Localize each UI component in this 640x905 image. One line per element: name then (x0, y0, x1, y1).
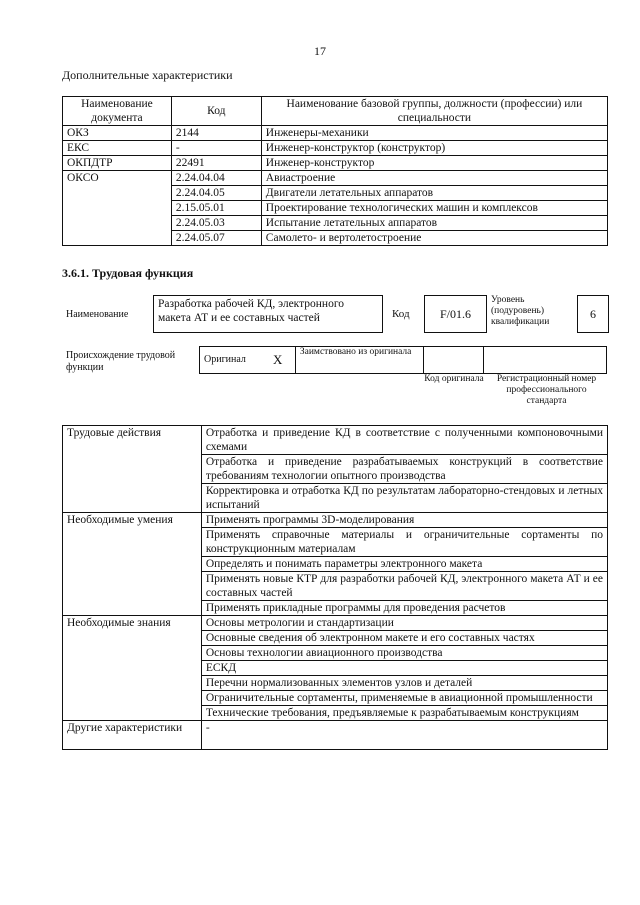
cell-code: - (171, 141, 261, 156)
group-label-knowledge: Необходимые знания (63, 616, 202, 721)
table-row (63, 513, 608, 528)
list-item: Применять справочные материалы и ограничительные сортаменты по конструкционным материалам (201, 528, 607, 557)
list-item: Перечни нормализованных элементов узлов и деталей (201, 676, 607, 691)
additional-characteristics-heading: Дополнительные характеристики (62, 68, 233, 82)
borrowed-label: Заимствовано из оригинала (295, 347, 423, 374)
cell-code: 2.24.04.04 (171, 171, 261, 186)
cell-name: Самолето- и вертолетостроение (261, 231, 607, 246)
origin-label: Происхождение трудовой функции (66, 350, 176, 373)
function-name-value: Разработка рабочей КД, электронного макета АТ и ее составных частей (158, 298, 345, 324)
table-row (63, 616, 608, 631)
cell-doc: ЕКС (63, 141, 172, 156)
list-item: Определять и понимать параметры электронного макета (201, 557, 607, 572)
table-row (63, 721, 608, 750)
list-item: Основы метрологии и стандартизации (201, 616, 607, 631)
list-item: Ограничительные сортаменты, применяемые в авиационной промышленности (201, 691, 607, 706)
code-caption: Код оригинала (424, 374, 484, 384)
list-item: - (201, 721, 607, 750)
cell-code: 2.15.05.01 (171, 201, 261, 216)
function-code-value: F/01.6 (439, 307, 471, 321)
list-item: Основы технологии авиационного производства (201, 646, 607, 661)
header-code: Код (171, 97, 261, 126)
section-title: 3.6.1. Трудовая функция (62, 266, 194, 280)
labor-function-details-table (62, 425, 608, 750)
table-row (63, 126, 608, 141)
reg-caption: Регистрационный номер профессионального стандарта (496, 374, 597, 406)
cell-doc: ОКСО (63, 171, 172, 246)
table-row (63, 156, 608, 171)
list-item: ЕСКД (201, 661, 607, 676)
cell-name: Инженер-конструктор (261, 156, 607, 171)
level-value: 6 (590, 307, 596, 321)
cell-name: Двигатели летательных аппаратов (261, 186, 607, 201)
group-label-actions: Трудовые действия (63, 426, 202, 513)
cell-code: 2144 (171, 126, 261, 141)
list-item: Отработка и приведение разрабатываемых конструкций в соответствие требованиям технологии опытного производства (201, 455, 607, 484)
cell-name: Испытание летательных аппаратов (261, 216, 607, 231)
origin-reg-cell (484, 347, 607, 374)
table-header-row (63, 97, 608, 126)
group-label-other: Другие характеристики (63, 721, 202, 750)
name-label: Наименование (66, 309, 129, 320)
list-item: Технические требования, предъявляемые к разрабатываемым конструкциям (201, 706, 607, 721)
list-item: Отработка и приведение КД в соответствие с полученными компоновочными схемами (201, 426, 607, 455)
list-item: Применять прикладные программы для проведения расчетов (201, 601, 607, 616)
table-row (63, 426, 608, 455)
original-label: Оригинал (200, 347, 261, 374)
list-item: Основные сведения об электронном макете и его составных частях (201, 631, 607, 646)
level-label: Уровень (подуровень) квалификации (491, 295, 550, 327)
list-item: Применять новые КТР для разработки рабочей КД, электронного макета АТ и ее составных частей (201, 572, 607, 601)
cell-code: 2.24.05.03 (171, 216, 261, 231)
cell-doc: ОКПДТР (63, 156, 172, 171)
origin-table (199, 346, 607, 374)
code-label: Код (392, 308, 410, 320)
origin-code-cell (423, 347, 484, 374)
cell-name: Авиастроение (261, 171, 607, 186)
cell-name: Инженер-конструктор (конструктор) (261, 141, 607, 156)
cell-code: 2.24.05.07 (171, 231, 261, 246)
cell-name: Инженеры-механики (261, 126, 607, 141)
list-item: Корректировка и отработка КД по результатам лабораторно-стендовых и летных испытаний (201, 484, 607, 513)
additional-characteristics-table (62, 96, 608, 246)
header-name: Наименование базовой группы, должности (профессии) или специальности (261, 97, 607, 126)
cell-code: 2.24.04.05 (171, 186, 261, 201)
cell-code: 22491 (171, 156, 261, 171)
header-doc: Наименование документа (63, 97, 172, 126)
function-name-box (153, 295, 383, 333)
function-code-box (424, 295, 487, 333)
cell-name: Проектирование технологических машин и комплексов (261, 201, 607, 216)
group-label-skills: Необходимые умения (63, 513, 202, 616)
cell-doc: ОКЗ (63, 126, 172, 141)
page-number: 17 (314, 44, 326, 58)
level-box (577, 295, 609, 333)
original-mark: X (260, 347, 295, 374)
list-item: Применять программы 3D-моделирования (201, 513, 607, 528)
table-row (63, 171, 608, 186)
table-row (63, 141, 608, 156)
